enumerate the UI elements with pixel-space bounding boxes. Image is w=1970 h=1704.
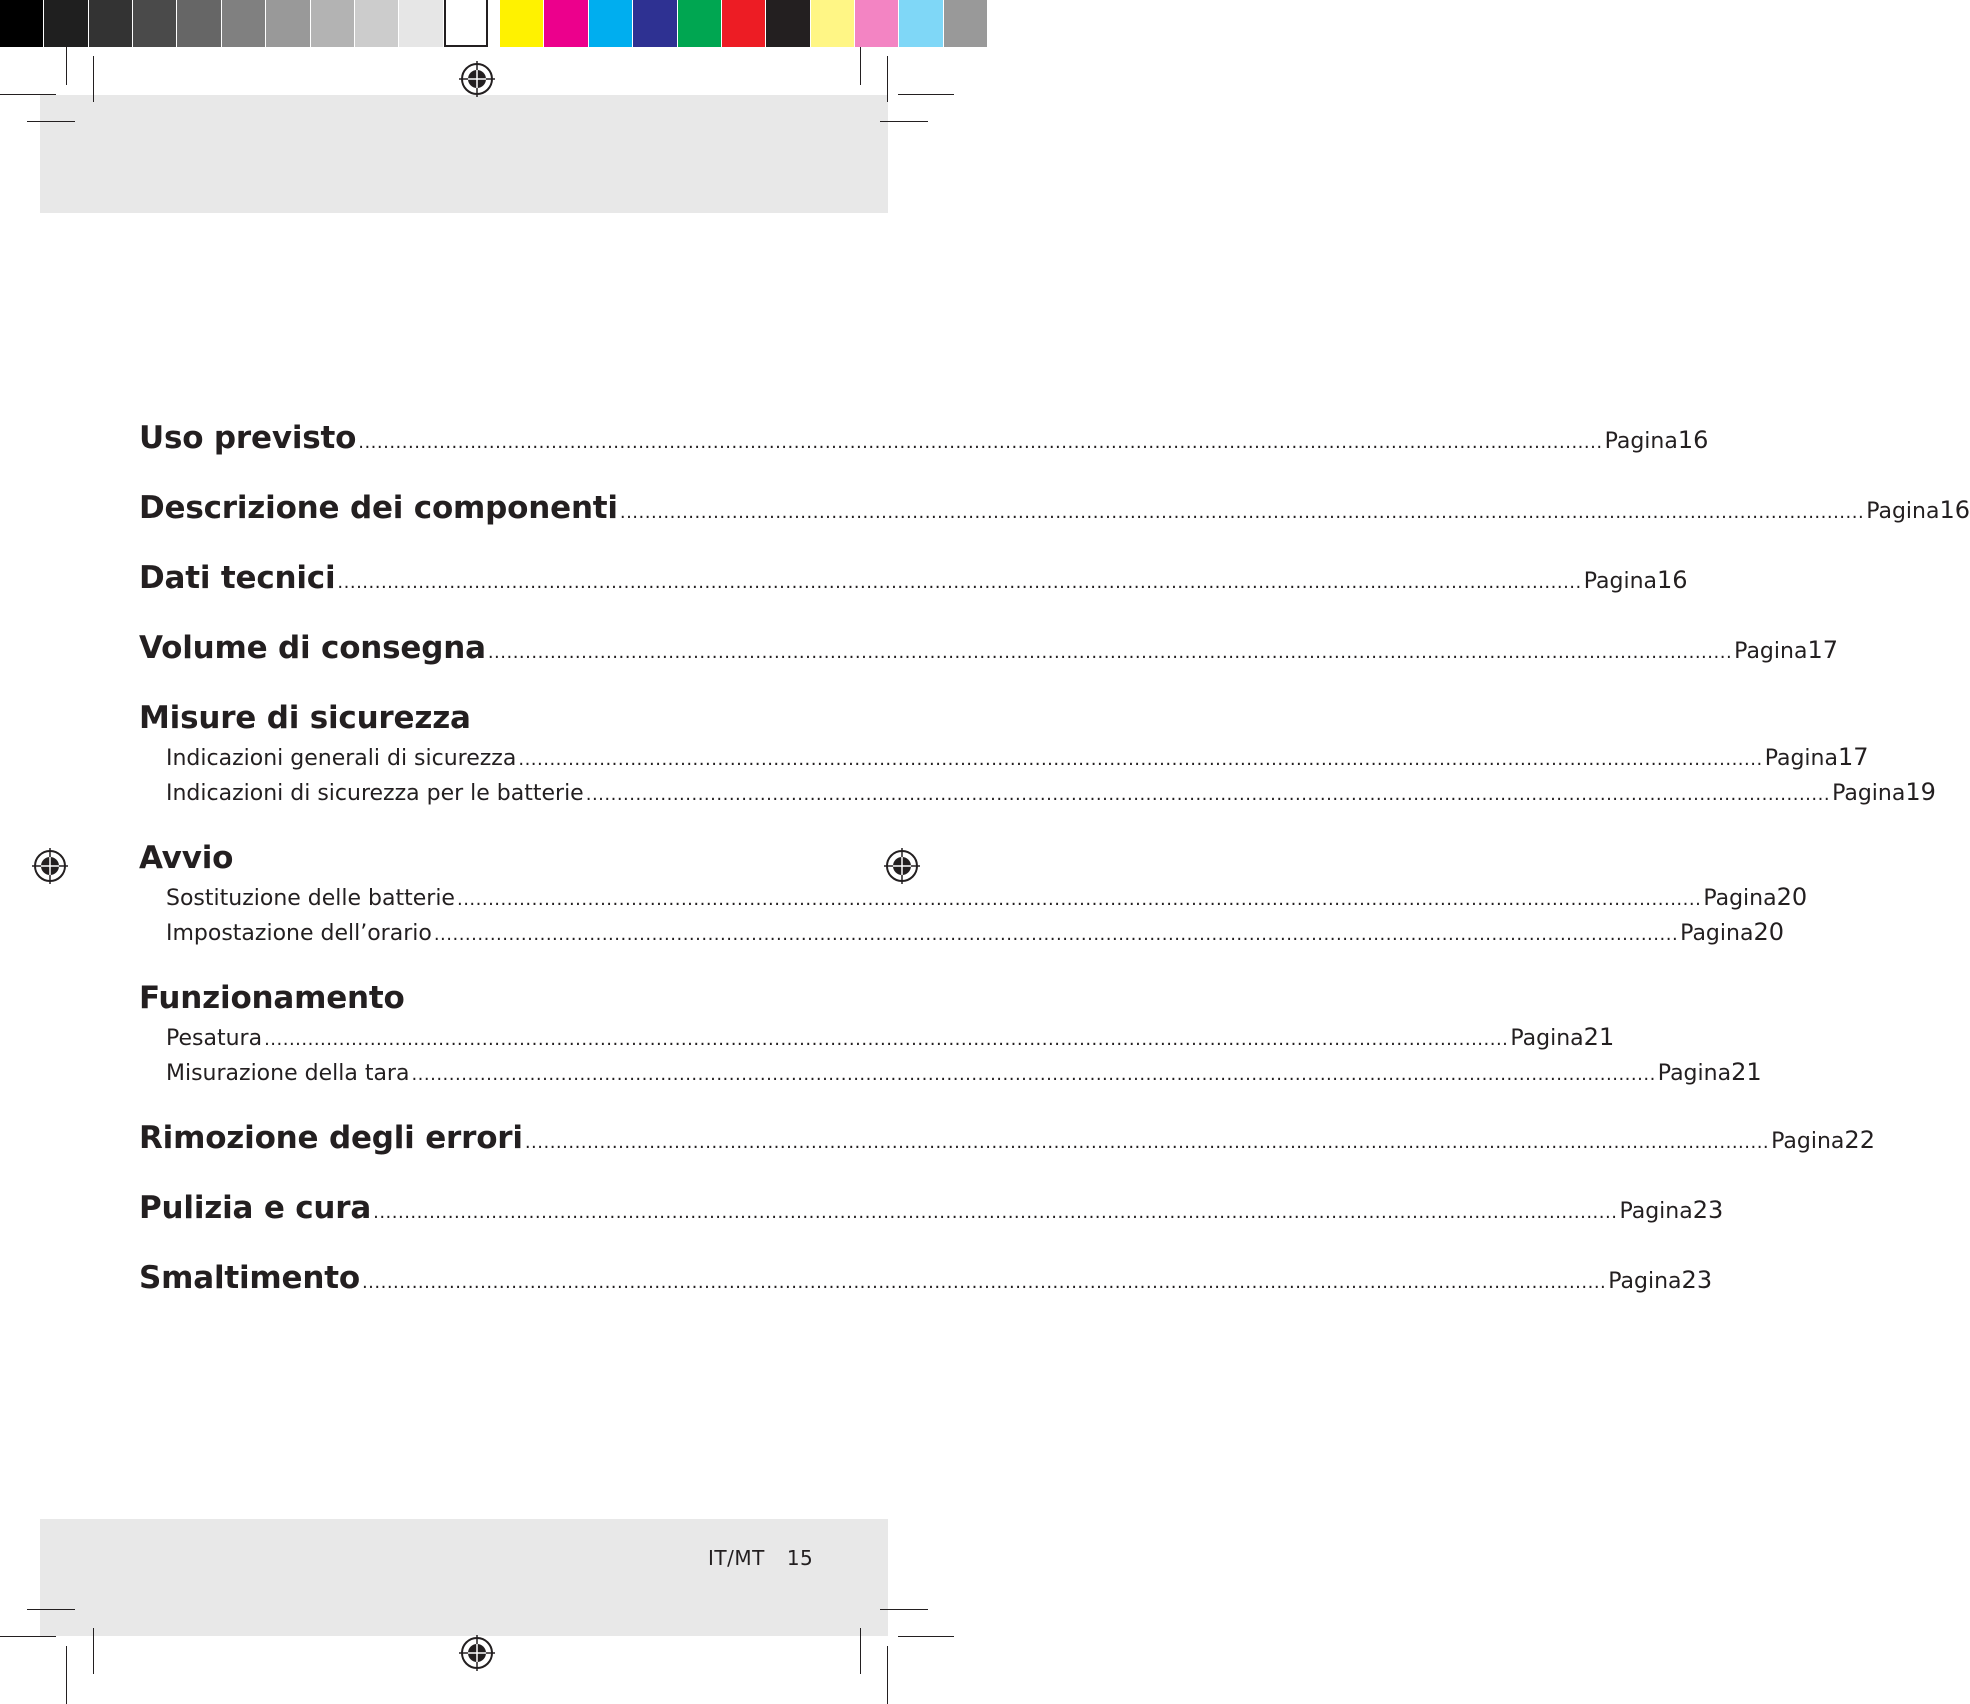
color-swatch [678,0,722,47]
dot-leader: ........................................................................................................................................................................................................ [337,572,1582,593]
crop-mark [0,1636,56,1637]
page-label: Pagina [1608,1269,1682,1294]
dot-leader: ........................................................................................................................................................................................................ [619,502,1865,523]
color-swatch [633,0,677,47]
color-swatch [855,0,899,47]
toc-section [139,560,1688,603]
page-number: 15 [786,1546,814,1570]
color-swatch [944,0,988,47]
page-reference: 20 [1776,883,1808,911]
toc-section-heading[interactable] [139,840,814,883]
page-label: Pagina [1734,639,1808,664]
page-reference: 16 [1677,426,1709,454]
page-reference: 17 [1837,743,1869,771]
crop-mark [887,1646,888,1704]
toc-subentry[interactable] [139,1058,1762,1093]
color-swatch [266,0,310,47]
crop-mark [66,1646,67,1704]
toc-subentry-title: Sostituzione delle batterie [166,886,455,911]
crop-mark [880,121,928,122]
crop-mark [898,94,954,95]
toc-subentry-title: Impostazione dell’orario [166,921,432,946]
dot-leader: ........................................................................................................................................................................................................ [585,784,1831,805]
crop-mark [860,1628,861,1674]
crop-mark [93,56,94,102]
toc-entry-title: Uso previsto [139,420,357,456]
crop-mark [93,1628,94,1674]
color-swatch [589,0,633,47]
page-label: Pagina [1604,429,1678,454]
dot-leader: ........................................................................................................................................................................................................ [433,924,1679,945]
toc-entry[interactable] [139,1190,1724,1233]
toc-section [139,630,1838,673]
crop-mark [887,56,888,102]
toc-entry[interactable] [139,1120,1875,1163]
crop-mark [860,47,861,85]
toc-entry-title: Dati tecnici [139,560,336,596]
dot-leader: ........................................................................................................................................................................................................ [411,1064,1656,1085]
toc-subentry[interactable] [139,1023,1615,1058]
color-swatch [177,0,221,47]
page-label: Pagina [1764,746,1838,771]
toc-section [139,420,1709,463]
toc-entry-title: Pulizia e cura [139,1190,372,1226]
page-label: Pagina [1510,1026,1584,1051]
dot-leader: ........................................................................................................................................................................................................ [373,1202,1618,1223]
page-label: Pagina [1832,781,1906,806]
toc-section [139,1260,1713,1303]
toc-section-title: Avvio [139,840,234,876]
page-footer [708,1546,813,1570]
page-reference: 21 [1583,1023,1615,1051]
toc-section [139,1190,1724,1233]
toc-section [139,1120,1875,1163]
color-swatch [722,0,766,47]
crop-mark [27,1609,75,1610]
toc-section [139,840,1808,953]
toc-entry-title: Smaltimento [139,1260,360,1296]
color-swatch [488,0,500,47]
color-swatch [89,0,133,47]
color-swatch [0,0,44,47]
color-swatch [311,0,355,47]
dot-leader: ........................................................................................................................................................................................................ [361,1272,1607,1293]
dot-leader: ........................................................................................................................................................................................................ [456,889,1702,910]
color-swatch [899,0,943,47]
color-swatch [133,0,177,47]
color-swatch [811,0,855,47]
dot-leader: ........................................................................................................................................................................................................ [264,1029,1509,1050]
toc-section-title: Misure di sicurezza [139,700,471,736]
registration-mark-icon [459,61,495,97]
color-swatch [500,0,544,47]
toc-entry[interactable] [139,630,1838,673]
page-label: Pagina [1619,1199,1693,1224]
color-swatch [44,0,88,47]
page-reference: 19 [1905,778,1936,806]
registration-mark-icon [32,848,68,884]
toc-entry-title: Volume di consegna [139,630,486,666]
page-label: Pagina [1703,886,1777,911]
toc-section [139,490,1970,533]
toc-subentry[interactable] [139,743,1869,778]
toc-entry[interactable] [139,560,1688,603]
toc-entry-title: Rimozione degli errori [139,1120,523,1156]
page-reference: 23 [1681,1266,1713,1294]
toc-subentry-title: Indicazioni di sicurezza per le batterie [166,781,584,806]
toc-subentry[interactable] [139,918,1784,953]
color-swatch [444,0,488,47]
crop-mark [0,94,56,95]
registration-mark-icon [884,848,920,884]
toc-entry-title: Descrizione dei componenti [139,490,618,526]
toc-subentry-title: Misurazione della tara [166,1061,410,1086]
crop-mark [880,1609,928,1610]
dot-leader: ........................................................................................................................................................................................................ [358,432,1603,453]
page-label: Pagina [1771,1129,1845,1154]
color-swatch [399,0,443,47]
color-swatch [355,0,399,47]
toc-section-heading[interactable] [139,700,814,743]
toc-entry[interactable] [139,1260,1713,1303]
page-reference: 21 [1731,1058,1762,1086]
toc-section [139,700,1936,813]
color-swatch [544,0,588,47]
table-of-contents [139,420,1970,1330]
page-reference: 22 [1844,1126,1875,1154]
top-gray-band [40,95,888,213]
page-reference: 23 [1692,1196,1724,1224]
color-swatch [766,0,810,47]
page-reference: 17 [1807,636,1838,664]
color-swatch [222,0,266,47]
page-reference: 16 [1657,566,1688,594]
dot-leader: ........................................................................................................................................................................................................ [487,642,1733,663]
page-label: Pagina [1866,499,1940,524]
registration-mark-icon [459,1635,495,1671]
toc-subentry-title: Pesatura [166,1026,263,1051]
toc-section-title: Funzionamento [139,980,405,1016]
toc-entry[interactable] [139,490,1970,533]
page-label: Pagina [1583,569,1658,594]
crop-mark [66,47,67,85]
language-code: IT/MT [708,1546,765,1570]
page-label: Pagina [1657,1061,1732,1086]
toc-section [139,980,1762,1093]
page-reference: 16 [1939,496,1970,524]
toc-section-heading[interactable] [139,980,814,1023]
dot-leader: ........................................................................................................................................................................................................ [518,749,1763,770]
toc-entry[interactable] [139,420,1709,463]
toc-subentry[interactable] [139,778,1936,813]
dot-leader: ........................................................................................................................................................................................................ [524,1132,1770,1153]
crop-mark [27,121,75,122]
toc-subentry-title: Indicazioni generali di sicurezza [166,746,517,771]
toc-subentry[interactable] [139,883,1808,918]
bottom-gray-band [40,1519,888,1636]
page-reference: 20 [1753,918,1784,946]
color-calibration-bar [0,0,954,47]
page-label: Pagina [1680,921,1754,946]
crop-mark [898,1636,954,1637]
